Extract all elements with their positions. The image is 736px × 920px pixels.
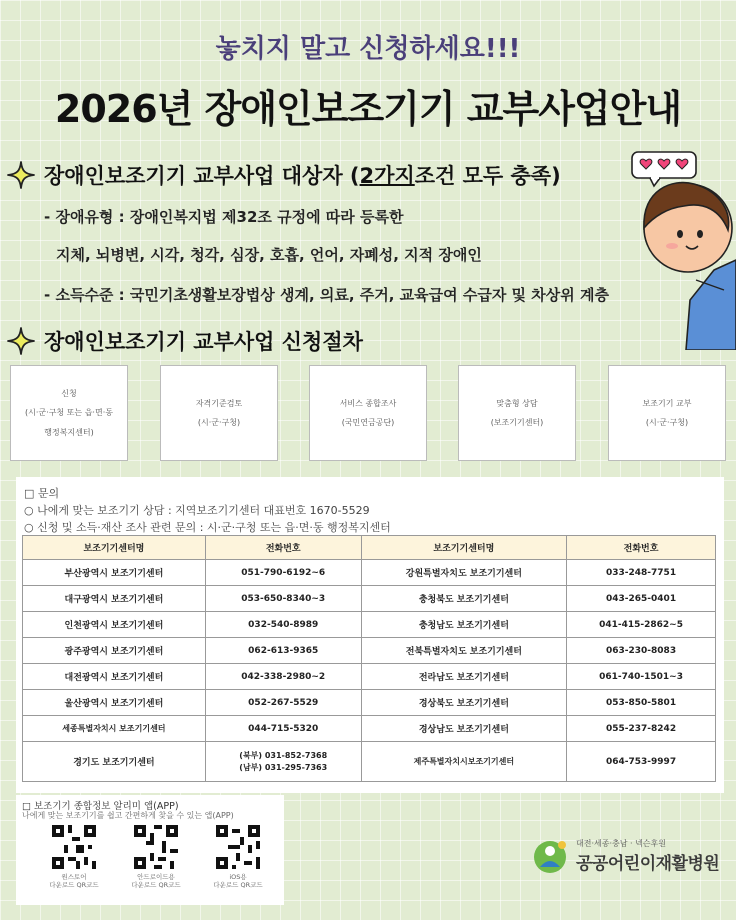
phone-number[interactable]: 044-715-5320 (205, 716, 361, 742)
qr-label: 다운로드 QR코드 (213, 881, 263, 890)
step-service-survey (309, 365, 427, 461)
center-name: 경기도 보조기기센터 (23, 742, 206, 782)
phone-number-north[interactable]: (북부) 031-852-7368 (239, 750, 328, 760)
center-name: 세종특별자치시 보조기기센터 (23, 716, 206, 742)
target-heading-underlined: 2가지 (359, 164, 415, 188)
table-row (23, 612, 716, 638)
step-agency: (시·군·구청) (197, 418, 241, 427)
table-row (23, 638, 716, 664)
logo-tagline: 대전·세종·충남 · 넥슨후원 (576, 839, 666, 848)
qr-label: iOS용 (229, 873, 247, 881)
center-name: 충청북도 보조기기센터 (361, 586, 566, 612)
target-heading-suffix: 조건 모두 충족) (414, 164, 561, 188)
center-name: 전북특별자치도 보조기기센터 (361, 638, 566, 664)
step-agency: (보조기기센터) (490, 418, 544, 427)
step-agency-cont: 행정복지센터) (44, 427, 94, 437)
phone-number[interactable]: 052-267-5529 (205, 690, 361, 716)
center-name: 강원특별자치도 보조기기센터 (361, 560, 566, 586)
step-device-issue (608, 365, 726, 461)
headline: 놓치지 말고 신청하세요!!! (215, 34, 521, 64)
qr-code-icon (52, 825, 96, 869)
phone-number[interactable]: 042-338-2980~2 (205, 664, 361, 690)
column-header: 보조기기센터명 (23, 536, 206, 560)
phone-number-pair (205, 742, 361, 782)
center-table (22, 535, 716, 782)
qr-ios[interactable] (208, 825, 268, 895)
qr-label: 안드로이드용 (137, 873, 175, 881)
center-name: 경상남도 보조기기센터 (361, 716, 566, 742)
table-row (23, 716, 716, 742)
inquiry-panel (16, 477, 724, 793)
procedure-section-heading (6, 326, 363, 356)
table-row (23, 742, 716, 782)
phone-number[interactable]: 032-540-8989 (205, 612, 361, 638)
target-section-heading (6, 160, 561, 190)
center-name: 충청남도 보조기기센터 (361, 612, 566, 638)
table-header-row (23, 536, 716, 560)
app-subtitle: 나에게 맞는 보조기기를 쉽고 간편하게 찾을 수 있는 앱(APP) (22, 811, 234, 820)
step-label: 자격기준검토 (195, 398, 243, 408)
center-name: 울산광역시 보조기기센터 (23, 690, 206, 716)
center-name: 경상북도 보조기기센터 (361, 690, 566, 716)
step-apply (10, 365, 128, 461)
table-row (23, 664, 716, 690)
step-agency: (시·군·구청 또는 읍·면·동 (25, 408, 113, 418)
table-row (23, 586, 716, 612)
character-illustration (624, 150, 736, 350)
column-header: 전화번호 (567, 536, 716, 560)
target-heading-prefix: 장애인보조기기 교부사업 대상자 ( (44, 164, 360, 188)
step-label: 보조기기 교부 (642, 398, 692, 408)
procedure-heading-text: 장애인보조기기 교부사업 신청절차 (44, 330, 363, 354)
page-title: 2026년 장애인보조기기 교부사업안내 (54, 87, 682, 131)
phone-number[interactable]: 063-230-8083 (567, 638, 716, 664)
heart-bubble-icon (632, 152, 696, 186)
center-name: 광주광역시 보조기기센터 (23, 638, 206, 664)
phone-number[interactable]: 043-265-0401 (567, 586, 716, 612)
step-label: 맞춤형 상담 (496, 398, 538, 408)
qr-android[interactable] (126, 825, 186, 895)
qr-code-icon (134, 825, 178, 869)
disability-types: 지체, 뇌병변, 시각, 청각, 심장, 호흡, 언어, 자폐성, 지적 장애인 (56, 246, 482, 264)
qr-label: 다운로드 QR코드 (131, 881, 181, 890)
phone-number[interactable]: 062-613-9365 (205, 638, 361, 664)
step-agency: (시·군·구청) (645, 418, 689, 427)
step-consultation (458, 365, 576, 461)
phone-number[interactable]: 033-248-7751 (567, 560, 716, 586)
phone-number[interactable]: 051-790-6192~6 (205, 560, 361, 586)
center-name: 대전광역시 보조기기센터 (23, 664, 206, 690)
hospital-logo-icon (530, 837, 570, 875)
qr-label: 다운로드 QR코드 (49, 881, 99, 890)
disability-criteria: - 장애유형 : 장애인복지법 제32조 규정에 따라 등록한 (44, 208, 404, 226)
table-row (23, 690, 716, 716)
qr-code-icon (216, 825, 260, 869)
column-header: 보조기기센터명 (361, 536, 566, 560)
qr-label: 원스토어 (61, 873, 87, 881)
income-criteria: - 소득수준 : 국민기초생활보장법상 생계, 의료, 주거, 교육급여 수급자 및 차상위 계층 (44, 286, 609, 304)
phone-number[interactable]: 055-237-8242 (567, 716, 716, 742)
table-row (23, 560, 716, 586)
phone-number-south[interactable]: (남부) 031-295-7363 (239, 762, 328, 772)
phone-number[interactable]: 053-850-5801 (567, 690, 716, 716)
center-name: 인천광역시 보조기기센터 (23, 612, 206, 638)
center-name: 전라남도 보조기기센터 (361, 664, 566, 690)
center-name: 제주특별자치시보조기기센터 (361, 742, 566, 782)
qr-onestore[interactable] (44, 825, 104, 895)
phone-number[interactable]: 053-650-8340~3 (205, 586, 361, 612)
app-panel (16, 795, 284, 905)
step-label: 서비스 종합조사 (339, 398, 397, 408)
app-title: □ 보조기기 종합정보 알리미 앱(APP) (22, 801, 179, 812)
inquiry-title: □ 문의 (24, 487, 60, 500)
inquiry-application-line: ○ 신청 및 소득·재산 조사 관련 문의 : 시·군·구청 또는 읍·면·동 행정복지센터 (24, 521, 391, 534)
sparkle-icon (6, 326, 36, 356)
sparkle-icon (6, 160, 36, 190)
column-header: 전화번호 (205, 536, 361, 560)
hospital-logo (530, 836, 730, 876)
center-name: 대구광역시 보조기기센터 (23, 586, 206, 612)
phone-number[interactable]: 061-740-1501~3 (567, 664, 716, 690)
phone-number[interactable]: 041-415-2862~5 (567, 612, 716, 638)
inquiry-consultation-line: ○ 나에게 맞는 보조기기 상담 : 지역보조기기센터 대표번호 1670-5529 (24, 504, 370, 517)
step-agency: (국민연금공단) (341, 418, 395, 427)
phone-number[interactable]: 064-753-9997 (567, 742, 716, 782)
step-label: 신청 (61, 389, 77, 399)
logo-name: 공공어린이재활병원 (576, 854, 720, 874)
step-eligibility-review (160, 365, 278, 461)
center-name: 부산광역시 보조기기센터 (23, 560, 206, 586)
